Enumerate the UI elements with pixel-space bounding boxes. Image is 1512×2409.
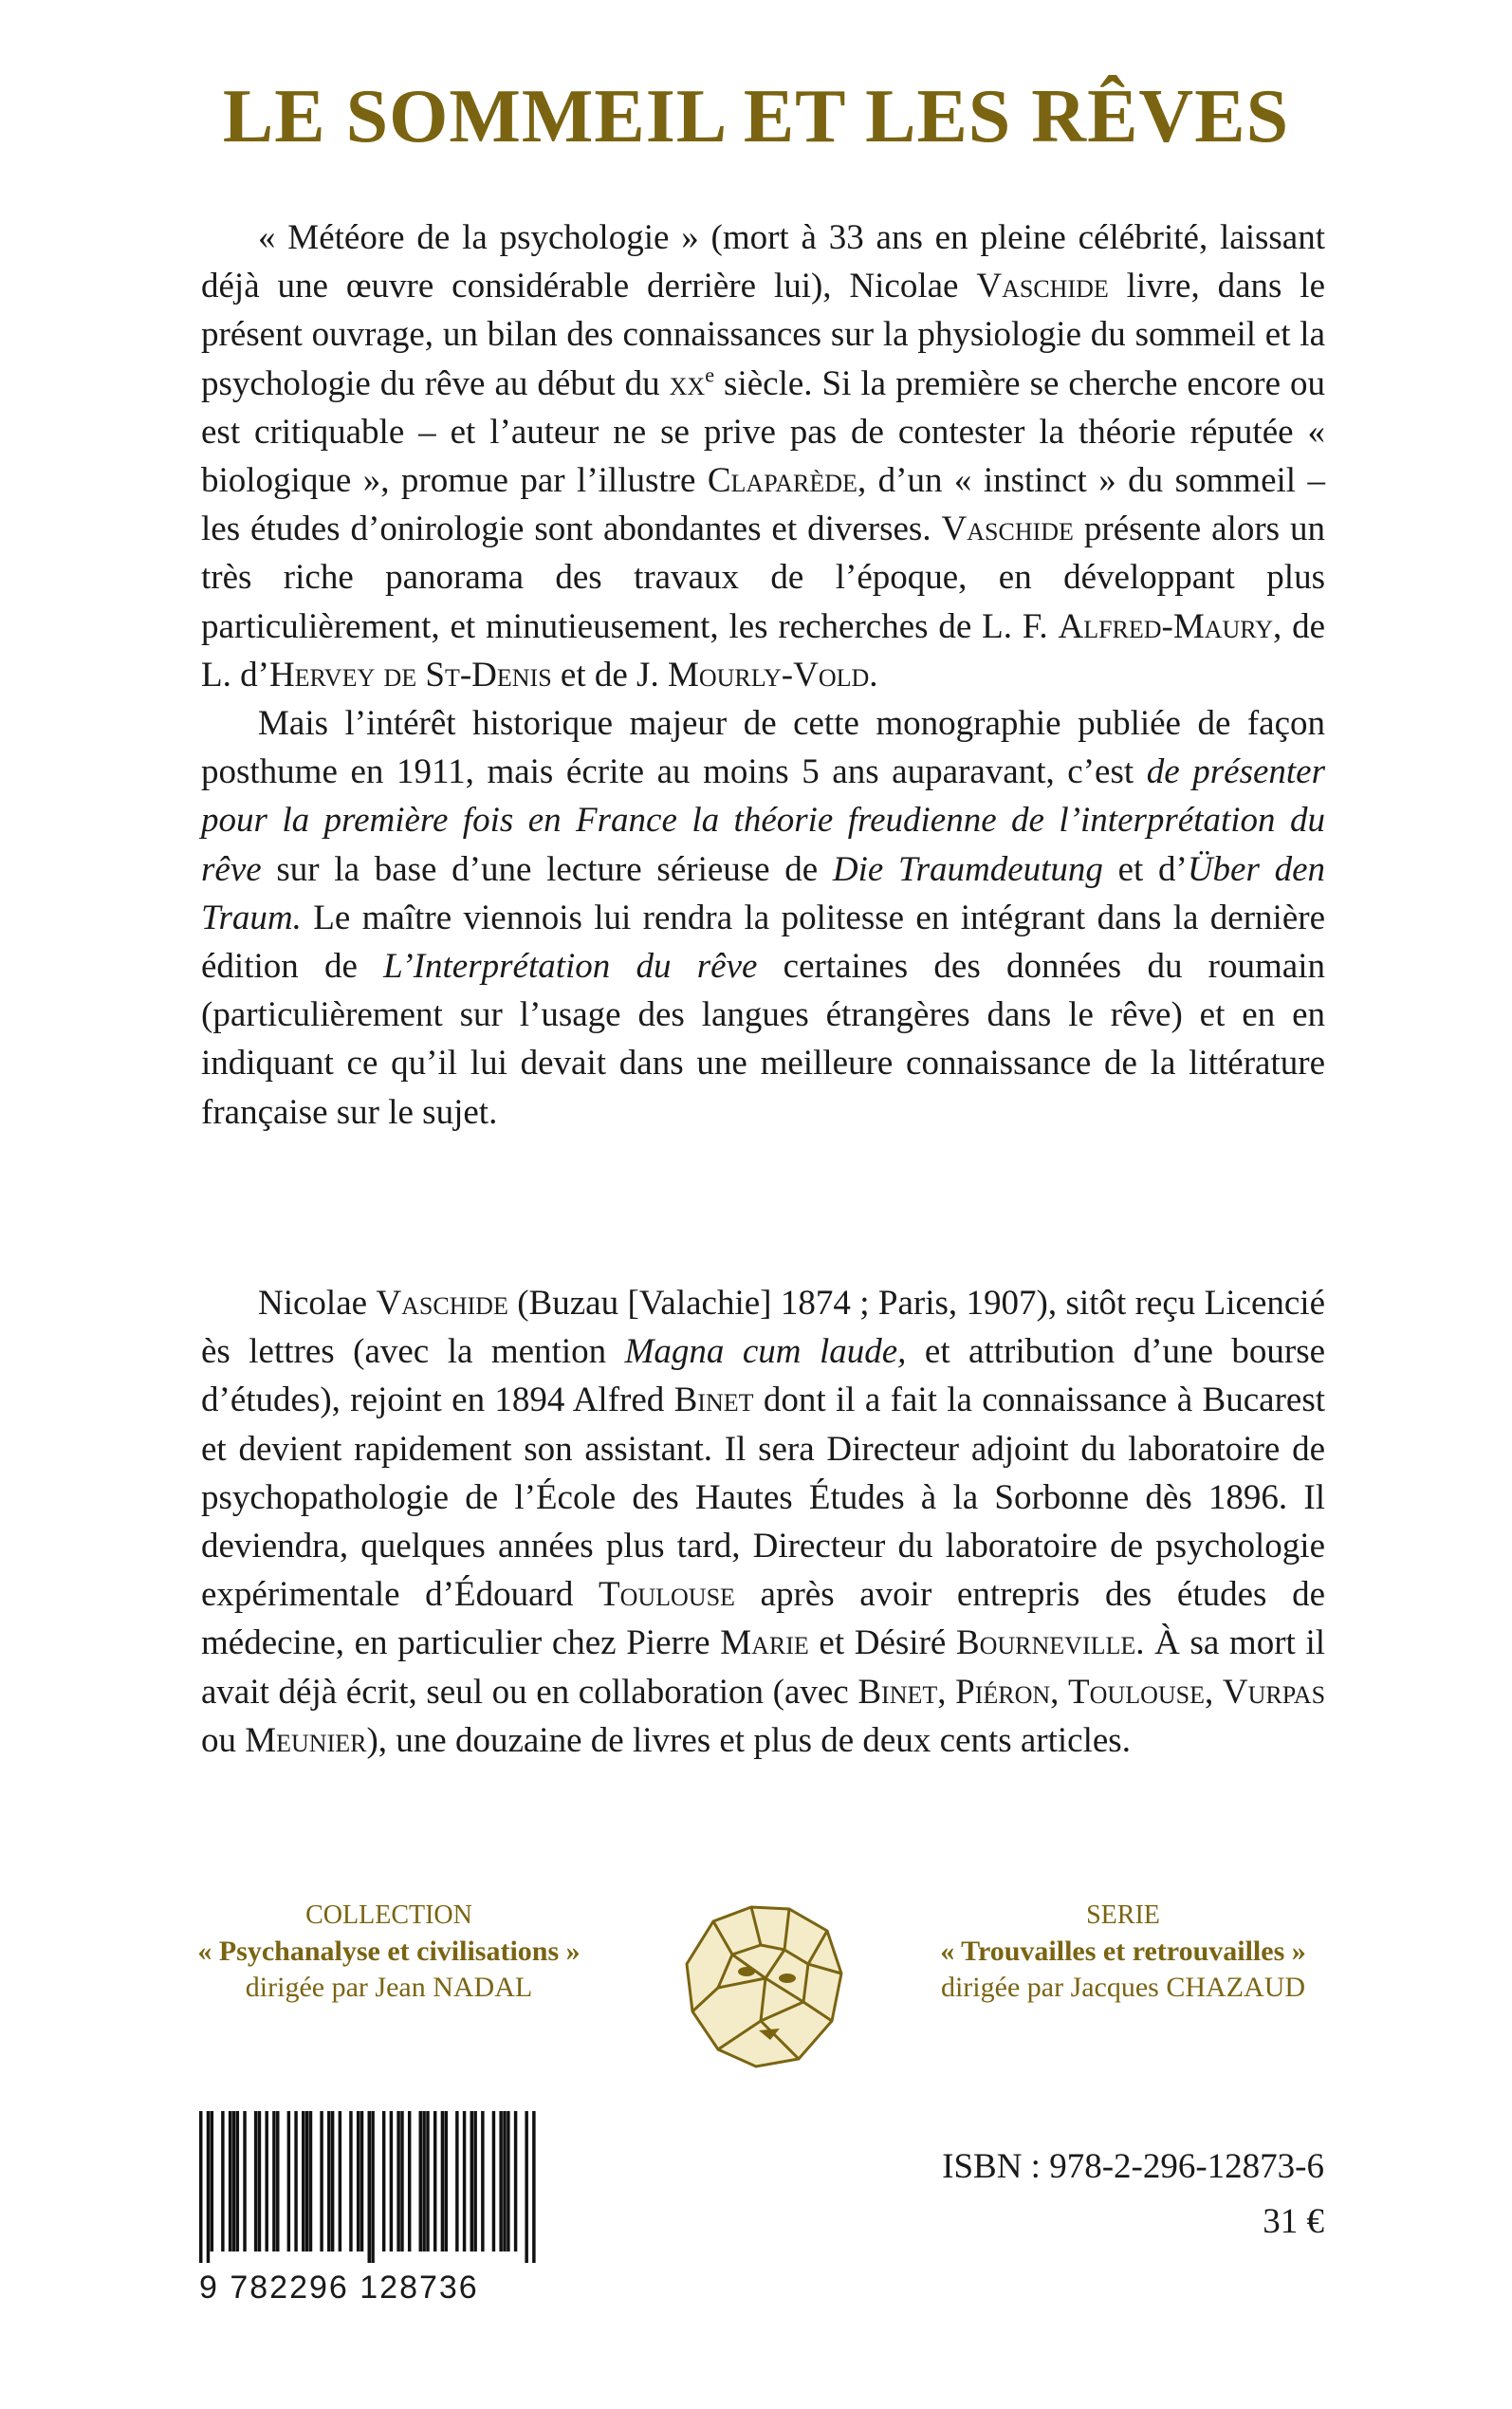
collection-name: « Psychanalyse et civilisations » [197,1936,581,1967]
person-name: Alfred-Maury [1058,606,1273,646]
publisher-mask-logo-icon [675,1898,851,2070]
text: Le maître viennois lui rendra la politesse en intégrant dans la dernière édition de [201,898,1325,987]
barcode-bar [221,2111,224,2251]
barcode-bar [371,2111,374,2263]
text: , d’un « instinct » du sommeil – les études d’onirologie sont abondantes et diverses. [201,461,1325,549]
book-title-italic: L’Interprétation du rêve [383,947,758,987]
paragraph-2 [201,699,1325,1137]
barcode-bar [207,2111,210,2263]
barcode-bar [320,2111,323,2251]
person-name: Bourneville [955,1623,1136,1663]
barcode-bar [396,2111,399,2251]
book-title: LE SOMMEIL ET LES RÊVES [222,75,1290,158]
text: siècle. Si la première se cherche encore ou est critiquable – et l’auteur ne se prive pas de contester la théorie réputée « biologique », promue par l’illustre [201,363,1325,501]
barcode-bar [349,2111,352,2251]
text: et Désiré [808,1623,956,1663]
barcode-bar [232,2111,235,2251]
book-title-italic: Die Traumdeutung [832,849,1103,889]
barcode-bar [408,2111,411,2251]
barcode-bar [470,2111,473,2251]
person-name: Toulouse [598,1575,735,1615]
barcode-digits: 9 782296 128736 [199,2270,479,2306]
text: , [1204,1672,1223,1712]
isbn-number: ISBN : 978-2-296-12873-6 [942,2147,1324,2186]
barcode-bar [368,2111,371,2263]
paragraph-3 [201,1279,1325,1765]
barcode-bar [514,2111,517,2251]
superscript: e [705,362,715,387]
paragraph-1 [201,213,1325,699]
barcode-bar [254,2111,257,2251]
barcode-bar [265,2111,267,2251]
barcode-bar [481,2111,484,2251]
barcode-bar [236,2111,239,2251]
barcode-bar [229,2111,231,2251]
barcode-bar [294,2111,297,2251]
barcode-bar [441,2111,444,2251]
barcode-bar [455,2111,458,2251]
barcode-bar [360,2111,363,2251]
barcode-bar [532,2111,535,2263]
text: ), une douzaine de livres et plus de deux cents articles. [366,1720,1131,1760]
author-bio [201,1279,1325,1765]
author-name: Vaschide [941,510,1074,549]
barcode-bar [445,2111,448,2251]
person-name: Vurpas [1222,1672,1326,1712]
barcode-bar [339,2111,341,2251]
person-name: Piéron [955,1672,1051,1712]
barcode-bar [463,2111,466,2251]
barcode-bar [331,2111,334,2251]
barcode-bar [357,2111,360,2251]
serie-block [924,1898,1322,2006]
barcode-bar [422,2111,425,2251]
barcode-bar [473,2111,476,2251]
barcode-bar [327,2111,330,2251]
barcode-bars [199,2111,536,2263]
book-title-italic: Über den Traum. [201,849,1325,937]
text: sur la base d’une lecture sérieuse de [261,849,833,889]
text: , de L. d’ [201,606,1325,695]
barcode-bar [426,2111,429,2251]
text: et d’ [1102,849,1188,889]
barcode-bar [382,2111,385,2251]
text: certaines des données du roumain (particulièrement sur l’usage des langues étrangères dans le rêve) et en en indiquant ce qu’il lui devait dans une meilleure connaissance de la littérature française sur le sujet. [201,947,1325,1132]
century-numeral: xx [669,363,706,403]
italic-text: Magna cum laude, [624,1332,907,1372]
person-name: Hervey de St-Denis [268,655,552,695]
barcode-bar [258,2111,261,2251]
text: , [1050,1672,1069,1712]
text: . À sa mort il avait déjà écrit, seul ou en collaboration (avec [201,1623,1325,1712]
person-name: Meunier [245,1720,367,1760]
text: Mais l’intérêt historique majeur de cette monographie publiée de façon posthume en 1911, mais écrite au moins 5 ans auparavant, c’est [201,704,1325,792]
text: « Météore de la psychologie » (mort à 33 ans en pleine célébrité, laissant déjà une œuvre considérable derrière lui), Nicolae [201,218,1325,306]
barcode-bar [400,2111,403,2251]
text: et de J. [551,655,668,695]
barcode-bar [243,2111,246,2251]
collection-director: dirigée par Jean NADAL [245,1972,533,2003]
barcode-bar [276,2111,279,2251]
text: dont il a fait la connaissance à Bucarest et devient rapidement son assistant. Il sera Directeur adjoint du laboratoire de psychopathologie de l’École des Hautes Études à la Sorbonne dès 1896. Il deviendra, quelques années plus tard, Directeur du laboratoire de psychologie expérimentale d’Édouard [201,1381,1326,1615]
text: Nicolae [258,1284,377,1323]
text: , [937,1672,956,1712]
italic-text: de présenter pour la première fois en France la théorie freudienne de l’interprétation du rêve [201,752,1326,889]
ean-barcode-icon [199,2111,536,2306]
text: après avoir entrepris des études de médecine, en particulier chez Pierre [201,1575,1325,1663]
barcode-bar [272,2111,275,2251]
serie-label: SERIE [1086,1900,1160,1930]
text: présente alors un très riche panorama des travaux de l’époque, en développant plus particulièrement, et minutieusement, les recherches de L. F. [201,510,1325,646]
barcode-bar [503,2111,506,2251]
barcode-bar [305,2111,308,2251]
text: . [869,655,878,695]
text: et attribution d’une bourse d’études), rejoint en 1894 Alfred [201,1332,1326,1420]
barcode-bar [199,2111,202,2263]
text: livre, dans le présent ouvrage, un bilan des connaissances sur la physiologie du sommeil et la psychologie du rêve au début du [201,267,1325,403]
barcode-bar [390,2111,393,2251]
serie-name: « Trouvailles et retrouvailles » [940,1936,1306,1967]
person-name: Toulouse [1068,1672,1205,1712]
collection-block [190,1898,588,2006]
person-name: Mourly-Vold [667,655,870,695]
summary-text [201,213,1325,1137]
price: 31 € [1263,2202,1324,2241]
barcode-bar [507,2111,509,2251]
barcode-bar [302,2111,304,2251]
barcode-bar [492,2111,495,2251]
barcode-bar [211,2111,213,2251]
barcode-bar [287,2111,290,2251]
person-name: Marie [720,1623,809,1663]
barcode-bar [525,2111,527,2263]
barcode-bar [309,2111,312,2251]
person-name: Binet [673,1381,754,1420]
text: (Buzau [Valachie] 1874 ; Paris, 1907), sitôt reçu Licencié ès lettres (avec la mention [201,1284,1325,1372]
serie-director: dirigée par Jacques CHAZAUD [940,1972,1306,2003]
collection-label: COLLECTION [305,1900,472,1930]
person-name: Claparède [707,461,857,501]
barcode-bar [499,2111,502,2251]
author-name: Vaschide [976,267,1109,306]
author-name: Vaschide [376,1284,508,1323]
person-name: Binet [857,1672,938,1712]
text: ou [201,1720,246,1760]
barcode-bar [433,2111,436,2251]
barcode-bar [419,2111,422,2251]
